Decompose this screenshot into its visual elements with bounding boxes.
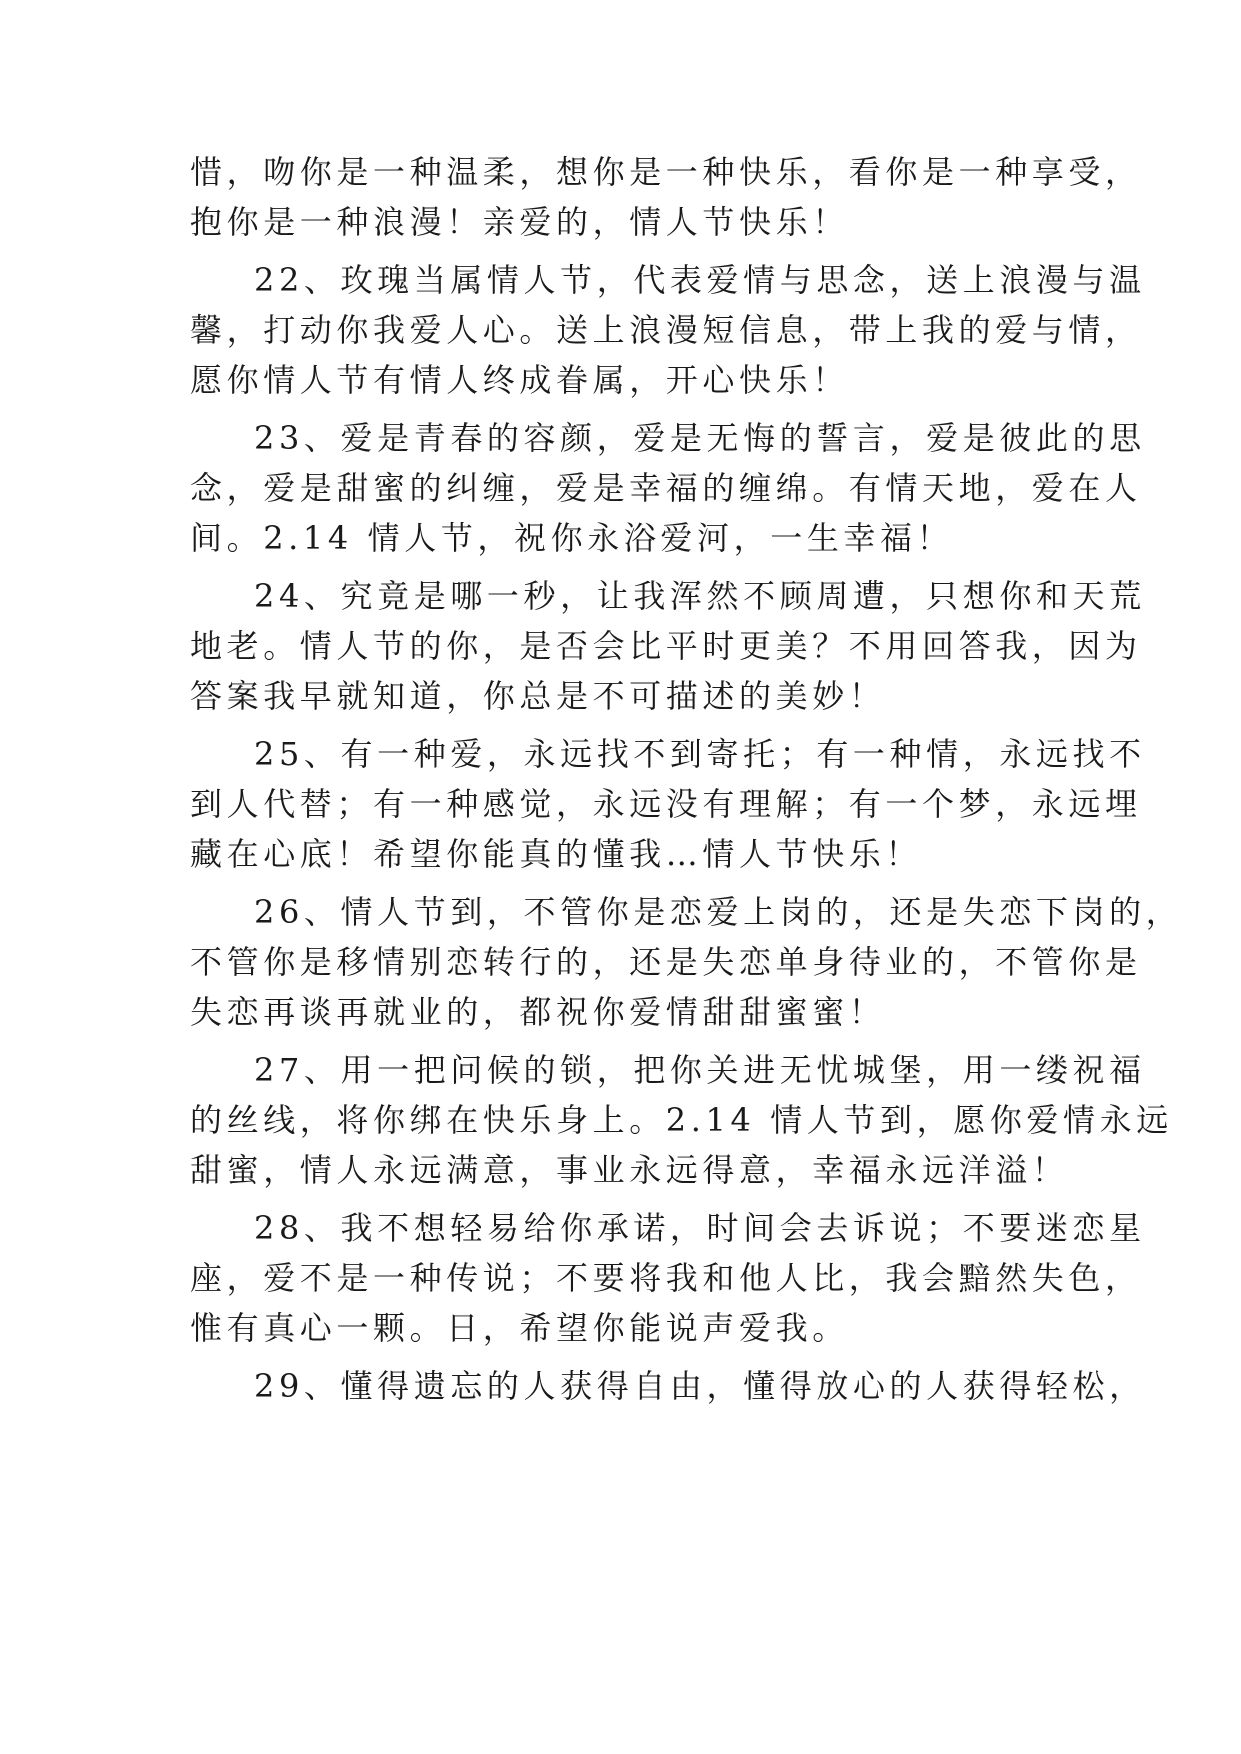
- text-line: 惟有真心一颗。日，希望你能说声爱我。: [190, 1309, 849, 1347]
- text-line: 地老。情人节的你，是否会比平时更美？不用回答我，因为: [190, 627, 1142, 665]
- text-line: 念，爱是甜蜜的纠缠，爱是幸福的缠绵。有情天地，爱在人: [190, 469, 1142, 507]
- paragraph-26-line: 26、情人节到，不管你是恋爱上岗的，还是失恋下岗的，: [254, 893, 1183, 931]
- paragraph-29-line: 29、懂得遗忘的人获得自由，懂得放心的人获得轻松，: [254, 1367, 1146, 1405]
- text-line: 甜蜜，情人永远满意，事业永远得意，幸福永远洋溢！: [190, 1151, 1069, 1189]
- text-line: 不管你是移情别恋转行的，还是失恋单身待业的，不管你是: [190, 943, 1142, 981]
- text-line: 到人代替；有一种感觉，永远没有理解；有一个梦，永远埋: [190, 785, 1142, 823]
- text-line: 愿你情人节有情人终成眷属，开心快乐！: [190, 361, 849, 399]
- text-line: 失恋再谈再就业的，都祝你爱情甜甜蜜蜜！: [190, 993, 886, 1031]
- text-line: 间。2.14 情人节，祝你永浴爱河，一生幸福！: [190, 519, 954, 557]
- paragraph-24-line: 24、究竟是哪一秒，让我浑然不顾周遭，只想你和天荒: [254, 577, 1146, 615]
- text-line: 惜，吻你是一种温柔，想你是一种快乐，看你是一种享受，: [190, 153, 1142, 191]
- text-line: 馨，打动你我爱人心。送上浪漫短信息，带上我的爱与情，: [190, 311, 1142, 349]
- paragraph-27-line: 27、用一把问候的锁，把你关进无忧城堡，用一缕祝福: [254, 1051, 1146, 1089]
- text-line: 答案我早就知道，你总是不可描述的美妙！: [190, 677, 886, 715]
- text-line: 的丝线，将你绑在快乐身上。2.14 情人节到，愿你爱情永远: [190, 1101, 1173, 1139]
- text-line: 抱你是一种浪漫！亲爱的，情人节快乐！: [190, 203, 849, 241]
- paragraph-28-line: 28、我不想轻易给你承诺，时间会去诉说；不要迷恋星: [254, 1209, 1146, 1247]
- paragraph-25-line: 25、有一种爱，永远找不到寄托；有一种情，永远找不: [254, 735, 1146, 773]
- text-line: 座，爱不是一种传说；不要将我和他人比，我会黯然失色，: [190, 1259, 1142, 1297]
- paragraph-23-line: 23、爱是青春的容颜，爱是无悔的誓言，爱是彼此的思: [254, 419, 1146, 457]
- text-line: 藏在心底！希望你能真的懂我…情人节快乐！: [190, 835, 923, 873]
- paragraph-22-line: 22、玫瑰当属情人节，代表爱情与思念，送上浪漫与温: [254, 261, 1146, 299]
